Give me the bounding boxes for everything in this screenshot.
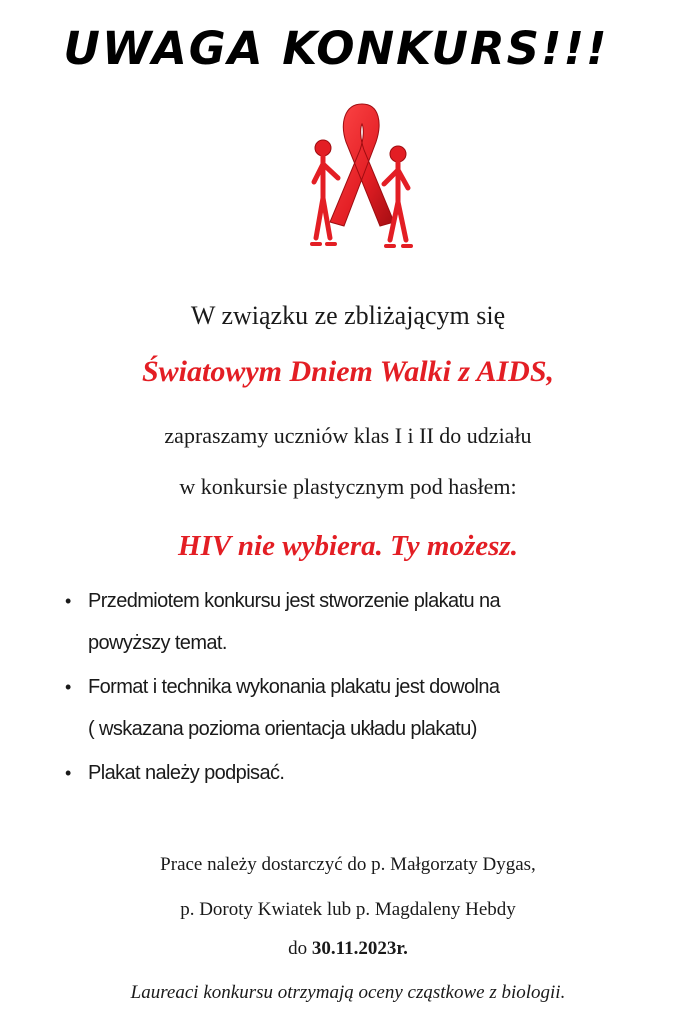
bullet-icon: • xyxy=(65,763,71,783)
rule-item xyxy=(62,580,662,664)
rule-item xyxy=(62,666,662,750)
rule-text-line-1: Plakat należy podpisać. xyxy=(88,762,285,784)
intro-text: W związku ze zbliżającym się xyxy=(190,301,506,330)
laureates-note: Laureaci konkursu otrzymają oceny cząstkowe z biologii. xyxy=(130,982,566,1003)
rule-text-line-1: Format i technika wykonania plakatu jest dowolna xyxy=(88,676,500,698)
contest-motto: HIV nie wybiera. Ty możesz. xyxy=(178,530,518,562)
bullet-icon: • xyxy=(65,591,71,611)
delivery-line-2: p. Doroty Kwiatek lub p. Magdaleny Hebdy xyxy=(180,899,516,920)
rule-text-line-2: powyższy temat. xyxy=(88,632,227,654)
deadline-date: 30.11.2023r. xyxy=(311,938,408,959)
rule-text-line-2: ( wskazana pozioma orientacja układu plakatu) xyxy=(88,718,477,740)
invitation-line-2: w konkursie plastycznym pod hasłem: xyxy=(179,474,517,499)
headline: UWAGA KONKURS!!! xyxy=(63,22,609,75)
deadline xyxy=(0,934,696,964)
rule-item xyxy=(62,752,662,794)
delivery-line-1: Prace należy dostarczyć do p. Małgorzaty Dygas, xyxy=(160,854,536,875)
invitation-line-1: zapraszamy uczniów klas I i II do udziału xyxy=(164,423,532,448)
rule-text-line-1: Przedmiotem konkursu jest stworzenie plakatu na xyxy=(88,590,501,612)
red-ribbon-icon xyxy=(310,98,414,258)
rules-list xyxy=(62,580,662,796)
deadline-prefix: do xyxy=(288,938,312,959)
event-name: Światowym Dniem Walki z AIDS, xyxy=(141,355,555,388)
bullet-icon: • xyxy=(65,677,71,697)
